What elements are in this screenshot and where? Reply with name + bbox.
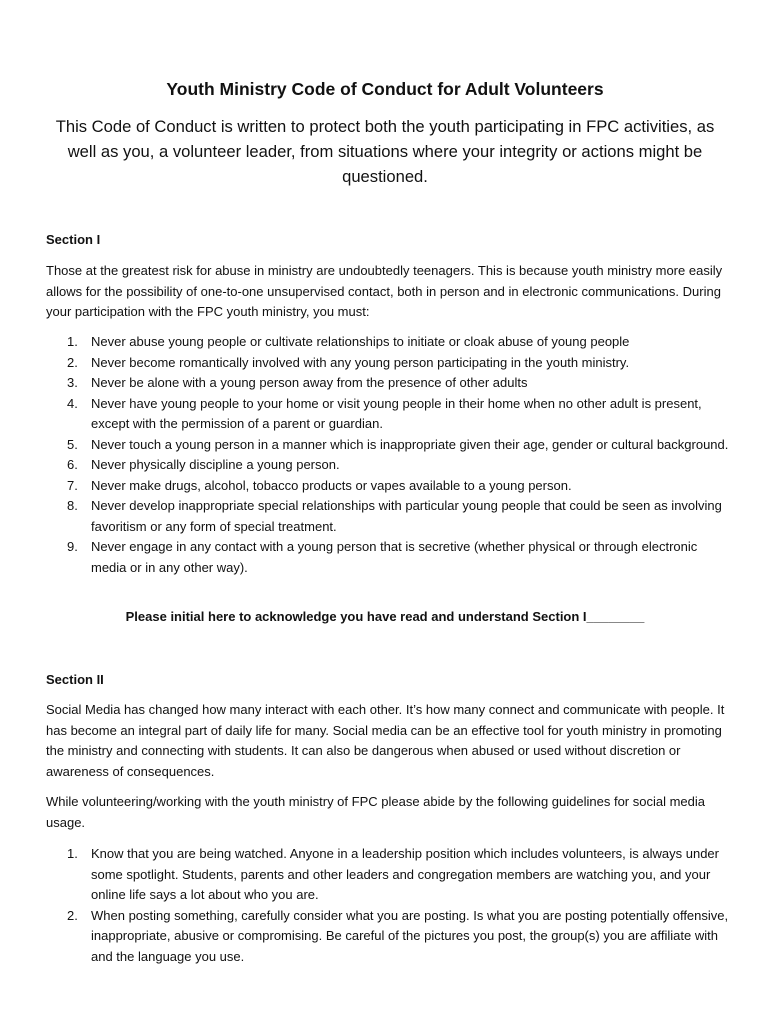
intro-paragraph: This Code of Conduct is written to protect both the youth participating in FPC activities, as well as you, a volunteer leader, from situations where your integrity or actions might be questioned. (55, 117, 715, 186)
list-item (46, 496, 731, 537)
section-1-acknowledgement: Please initial here to acknowledge you have read and understand Section I________ (125, 609, 645, 624)
list-item-number: 3. (67, 375, 78, 390)
document-title: Youth Ministry Code of Conduct for Adult Volunteers (166, 79, 604, 99)
list-item-number: 8. (67, 498, 78, 513)
list-item-number: 1. (67, 846, 78, 861)
list-item-text: When posting something, carefully consider what you are posting. Is what you are posting potentially offensive, inappropriate, abusive or compromising. Be careful of the pictures you post, the group(s) you are affiliate with and the language you use. (91, 907, 729, 964)
list-item (46, 353, 731, 374)
list-item-number: 5. (67, 436, 78, 452)
list-item-number: 4. (67, 395, 78, 411)
section-1-heading: Section I (46, 232, 101, 247)
list-item (46, 332, 731, 353)
list-item-text: Never become romantically involved with any young person participating in the youth ministry. (91, 354, 630, 370)
list-item (46, 373, 731, 394)
section-1-list (46, 332, 731, 578)
list-item (46, 394, 731, 435)
list-item-text: Never abuse young people or cultivate relationships to initiate or cloak abuse of young people (91, 334, 630, 349)
list-item-text: Never have young people to your home or visit young people in their home when no other adult is present, except with the permission of a parent or guardian. (91, 395, 702, 431)
list-item-text: Never make drugs, alcohol, tobacco products or vapes available to a young person. (91, 477, 572, 493)
list-item (46, 906, 731, 968)
list-item-number: 2. (67, 354, 78, 370)
list-item (46, 537, 731, 578)
list-item (46, 455, 731, 476)
list-item-text: Never be alone with a young person away from the presence of other adults (91, 375, 528, 390)
list-item-text: Know that you are being watched. Anyone in a leadership position which includes volunteers, is always under some spotlight. Students, parents and other leaders and congregation members are watching you, and your online life says a lot about who you are. (91, 846, 719, 902)
list-item (46, 844, 731, 906)
list-item-text: Never engage in any contact with a young person that is secretive (whether physical or through electronic media or in any other way). (91, 539, 698, 575)
list-item-number: 9. (67, 539, 78, 554)
list-item-text: Never develop inappropriate special relationships with particular young people that could be seen as involving favoritism or any form of special treatment. (91, 498, 722, 534)
list-item (46, 435, 731, 456)
list-item-number: 1. (67, 334, 78, 349)
section-2-paragraph-1: Social Media has changed how many interact with each other. It’s how many connect and communicate with people. It has become an integral part of daily life for many. Social media can be an effective tool for youth ministry in promoting the ministry and connecting with students. It can also be dangerous when abused or used without discretion or awareness of consequences. (46, 702, 725, 779)
list-item-text: Never touch a young person in a manner which is inappropriate given their age, gender or cultural background. (91, 436, 729, 452)
list-item-number: 2. (67, 907, 78, 923)
section-1-paragraph: Those at the greatest risk for abuse in ministry are undoubtedly teenagers. This is because youth ministry more easily allows for the possibility of one-to-one unsupervised contact, both in person and in electronic communications. During your participation with the FPC youth ministry, you must: (46, 263, 723, 319)
section-2-heading: Section II (46, 672, 104, 687)
list-item (46, 476, 731, 497)
list-item-text: Never physically discipline a young person. (91, 457, 340, 472)
list-item-number: 6. (67, 457, 78, 472)
list-item-number: 7. (67, 477, 78, 493)
section-2-paragraph-2: While volunteering/working with the youth ministry of FPC please abide by the following guidelines for social media usage. (46, 794, 706, 830)
section-2-list (46, 844, 731, 967)
